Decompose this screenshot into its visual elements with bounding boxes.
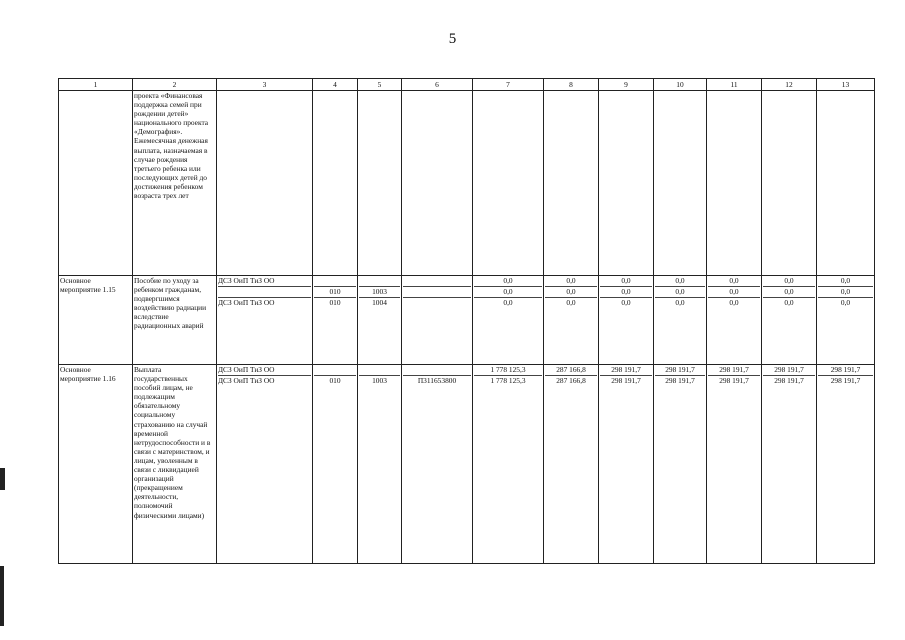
code-cell xyxy=(314,365,356,376)
column-header: 11 xyxy=(707,79,762,91)
column-header: 10 xyxy=(654,79,707,91)
value-cell: 1 778 125,3 xyxy=(474,365,542,376)
column-header: 8 xyxy=(544,79,599,91)
budget-table-sheet xyxy=(58,78,874,564)
measure-description: проекта «Финансовая поддержка семей при рождении детей» национального проекта «Демография». Ежемесячная денежная выплата, назначаемая в случае рождения третьего ребенка или последующих детей до достижения ребенком возраста трех лет xyxy=(133,91,217,276)
value-cell: 0,0 xyxy=(675,298,685,307)
table-row xyxy=(59,365,875,564)
measure-description: Выплата государственных пособий лицам, не подлежащим обязательному социальному страхованию на случай временной нетрудоспособности и в связи с материнством, и лицам, уволенным в связи с ликвидацией организаций (прекращением деятельности, полномочий физическими лицами) xyxy=(133,365,217,564)
column-header: 7 xyxy=(473,79,544,91)
code-cell xyxy=(314,276,356,287)
measure-cell xyxy=(59,91,133,276)
code-cell: 1003 xyxy=(359,287,400,298)
value-cell: 0,0 xyxy=(503,298,513,307)
code-cell xyxy=(403,365,471,376)
value-cell: 298 191,7 xyxy=(655,365,705,376)
value-cell: 298 191,7 xyxy=(818,365,873,376)
code-cell: П311653800 xyxy=(417,376,457,385)
value-cell: 0,0 xyxy=(474,287,542,298)
value-cell: 0,0 xyxy=(763,276,815,287)
column-header: 9 xyxy=(599,79,654,91)
value-cell: 0,0 xyxy=(600,287,652,298)
value-cell: 0,0 xyxy=(655,287,705,298)
code-cell: 010 xyxy=(314,287,356,298)
executor-cell: ДСЗ ОиП ТиЗ ОО xyxy=(218,276,311,287)
code-cell xyxy=(403,276,471,287)
column-header: 1 xyxy=(59,79,133,91)
executor-cell: ДСЗ ОиП ТиЗ ОО xyxy=(218,365,311,376)
column-header: 2 xyxy=(133,79,217,91)
column-header: 3 xyxy=(217,79,313,91)
value-cell: 0,0 xyxy=(600,276,652,287)
value-cell: 287 166,8 xyxy=(545,365,597,376)
code-cell: 010 xyxy=(329,376,341,385)
column-header: 5 xyxy=(358,79,402,91)
executor-cell: ДСЗ ОиП ТиЗ ОО xyxy=(218,376,275,385)
measure-name: Основное мероприятие 1.16 xyxy=(59,365,133,564)
code-cell xyxy=(359,276,400,287)
value-cell: 0,0 xyxy=(655,276,705,287)
value-cell: 0,0 xyxy=(708,287,760,298)
value-cell: 0,0 xyxy=(545,287,597,298)
code-cell: 1004 xyxy=(372,298,387,307)
value-cell: 1 778 125,3 xyxy=(490,376,526,385)
table-row xyxy=(59,91,875,276)
value-cell: 298 191,7 xyxy=(600,365,652,376)
measure-name: Основное мероприятие 1.15 xyxy=(59,276,133,365)
scan-edge-mark xyxy=(0,566,4,626)
value-cell: 298 191,7 xyxy=(719,376,749,385)
measure-description: Пособие по уходу за ребенком гражданам, подвергшимся воздействию радиации вследствие радиационных аварий xyxy=(133,276,217,365)
value-cell: 0,0 xyxy=(566,298,576,307)
value-cell: 287 166,8 xyxy=(556,376,586,385)
column-header: 13 xyxy=(817,79,875,91)
value-cell: 298 191,7 xyxy=(665,376,695,385)
value-cell: 0,0 xyxy=(621,298,631,307)
column-number-row xyxy=(59,79,875,91)
code-cell xyxy=(359,365,400,376)
value-cell: 298 191,7 xyxy=(611,376,641,385)
value-cell: 0,0 xyxy=(708,276,760,287)
column-header: 6 xyxy=(402,79,473,91)
value-cell: 0,0 xyxy=(729,298,739,307)
value-cell: 298 191,7 xyxy=(830,376,861,385)
value-cell: 0,0 xyxy=(545,276,597,287)
executor-cell: ДСЗ ОиП ТиЗ ОО xyxy=(218,298,275,307)
budget-table xyxy=(58,78,875,564)
scan-edge-mark xyxy=(0,468,5,490)
value-cell: 298 191,7 xyxy=(708,365,760,376)
code-cell: 1003 xyxy=(372,376,387,385)
value-cell: 0,0 xyxy=(818,287,873,298)
value-cell: 298 191,7 xyxy=(774,376,804,385)
executor-cell xyxy=(218,287,311,298)
value-cell: 0,0 xyxy=(818,276,873,287)
value-cell: 0,0 xyxy=(840,298,851,307)
column-header: 4 xyxy=(313,79,358,91)
code-cell: 010 xyxy=(329,298,341,307)
value-cell: 0,0 xyxy=(784,298,794,307)
table-row xyxy=(59,276,875,365)
column-header: 12 xyxy=(762,79,817,91)
code-cell xyxy=(403,298,471,308)
page-number: 5 xyxy=(448,31,457,47)
code-cell xyxy=(403,287,471,298)
value-cell: 298 191,7 xyxy=(763,365,815,376)
value-cell: 0,0 xyxy=(474,276,542,287)
value-cell: 0,0 xyxy=(763,287,815,298)
